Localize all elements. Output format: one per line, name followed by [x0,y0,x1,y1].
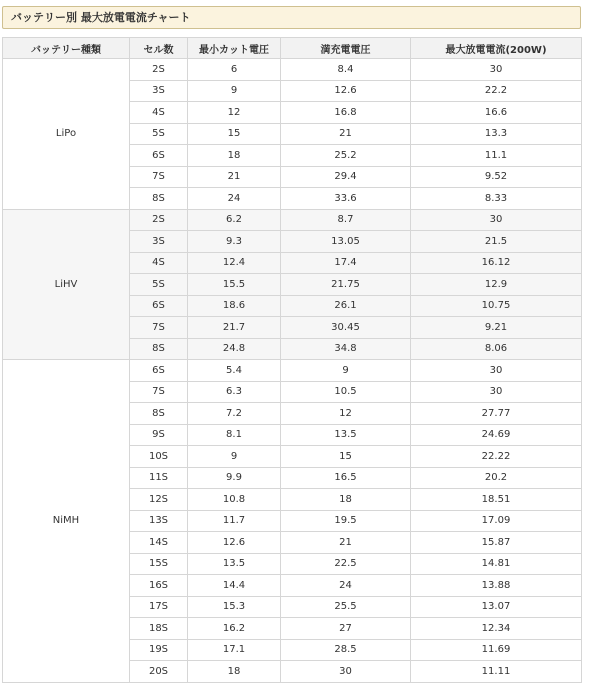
full-charge-voltage-cell: 10.5 [281,382,411,404]
cell-count-cell: 6S [130,145,188,167]
min-cutoff-voltage-cell: 10.8 [188,489,281,511]
full-charge-voltage-cell: 21 [281,124,411,146]
min-cutoff-voltage-cell: 8.1 [188,425,281,447]
min-cutoff-voltage-cell: 21.7 [188,317,281,339]
max-discharge-current-cell: 24.69 [411,425,582,447]
full-charge-voltage-cell: 33.6 [281,188,411,210]
cell-count-cell: 5S [130,124,188,146]
cell-count-cell: 7S [130,382,188,404]
header-min-cutoff-voltage: 最小カット電圧 [188,37,281,59]
min-cutoff-voltage-cell: 9 [188,446,281,468]
max-discharge-current-cell: 13.07 [411,597,582,619]
cell-count-cell: 6S [130,296,188,318]
max-discharge-current-cell: 30 [411,360,582,382]
min-cutoff-voltage-cell: 15.5 [188,274,281,296]
full-charge-voltage-cell: 13.5 [281,425,411,447]
max-discharge-current-cell: 11.11 [411,661,582,683]
cell-count-cell: 14S [130,532,188,554]
max-discharge-current-cell: 16.6 [411,102,582,124]
group-nimh [2,360,582,683]
full-charge-voltage-cell: 17.4 [281,253,411,275]
header-max-discharge-current: 最大放電電流(200W) [411,37,582,59]
table-row [2,360,582,382]
min-cutoff-voltage-cell: 14.4 [188,575,281,597]
chart-title: バッテリー別 最大放電電流チャート [2,6,581,29]
cell-count-cell: 7S [130,317,188,339]
full-charge-voltage-cell: 15 [281,446,411,468]
max-discharge-current-cell: 30 [411,59,582,81]
min-cutoff-voltage-cell: 18 [188,145,281,167]
max-discharge-current-cell: 17.09 [411,511,582,533]
min-cutoff-voltage-cell: 13.5 [188,554,281,576]
max-discharge-current-cell: 15.87 [411,532,582,554]
max-discharge-current-cell: 22.22 [411,446,582,468]
cell-count-cell: 7S [130,167,188,189]
battery-type-cell: NiMH [2,360,130,683]
min-cutoff-voltage-cell: 21 [188,167,281,189]
full-charge-voltage-cell: 24 [281,575,411,597]
min-cutoff-voltage-cell: 12.4 [188,253,281,275]
max-discharge-current-cell: 16.12 [411,253,582,275]
group-lipo [2,59,582,210]
cell-count-cell: 4S [130,102,188,124]
max-discharge-current-cell: 9.21 [411,317,582,339]
full-charge-voltage-cell: 26.1 [281,296,411,318]
full-charge-voltage-cell: 16.5 [281,468,411,490]
min-cutoff-voltage-cell: 17.1 [188,640,281,662]
group-lihv [2,210,582,361]
cell-count-cell: 8S [130,339,188,361]
max-discharge-current-cell: 30 [411,382,582,404]
min-cutoff-voltage-cell: 9 [188,81,281,103]
cell-count-cell: 15S [130,554,188,576]
min-cutoff-voltage-cell: 6 [188,59,281,81]
table-header-row [2,37,582,59]
max-discharge-current-cell: 12.34 [411,618,582,640]
min-cutoff-voltage-cell: 7.2 [188,403,281,425]
cell-count-cell: 4S [130,253,188,275]
full-charge-voltage-cell: 28.5 [281,640,411,662]
full-charge-voltage-cell: 12.6 [281,81,411,103]
full-charge-voltage-cell: 30 [281,661,411,683]
cell-count-cell: 8S [130,403,188,425]
battery-type-cell: LiPo [2,59,130,210]
full-charge-voltage-cell: 25.2 [281,145,411,167]
max-discharge-current-cell: 8.33 [411,188,582,210]
min-cutoff-voltage-cell: 11.7 [188,511,281,533]
cell-count-cell: 2S [130,59,188,81]
cell-count-cell: 17S [130,597,188,619]
table-row [2,59,582,81]
min-cutoff-voltage-cell: 16.2 [188,618,281,640]
min-cutoff-voltage-cell: 5.4 [188,360,281,382]
cell-count-cell: 10S [130,446,188,468]
max-discharge-current-cell: 13.88 [411,575,582,597]
min-cutoff-voltage-cell: 15 [188,124,281,146]
cell-count-cell: 8S [130,188,188,210]
min-cutoff-voltage-cell: 15.3 [188,597,281,619]
min-cutoff-voltage-cell: 18 [188,661,281,683]
full-charge-voltage-cell: 12 [281,403,411,425]
min-cutoff-voltage-cell: 9.9 [188,468,281,490]
cell-count-cell: 5S [130,274,188,296]
max-discharge-current-cell: 8.06 [411,339,582,361]
max-discharge-current-cell: 11.1 [411,145,582,167]
max-discharge-current-cell: 12.9 [411,274,582,296]
max-discharge-current-cell: 10.75 [411,296,582,318]
battery-type-cell: LiHV [2,210,130,361]
max-discharge-current-cell: 11.69 [411,640,582,662]
full-charge-voltage-cell: 19.5 [281,511,411,533]
min-cutoff-voltage-cell: 18.6 [188,296,281,318]
table-row [2,210,582,232]
cell-count-cell: 19S [130,640,188,662]
min-cutoff-voltage-cell: 12.6 [188,532,281,554]
full-charge-voltage-cell: 25.5 [281,597,411,619]
min-cutoff-voltage-cell: 12 [188,102,281,124]
cell-count-cell: 12S [130,489,188,511]
full-charge-voltage-cell: 21 [281,532,411,554]
cell-count-cell: 3S [130,231,188,253]
min-cutoff-voltage-cell: 24 [188,188,281,210]
full-charge-voltage-cell: 22.5 [281,554,411,576]
max-discharge-current-cell: 20.2 [411,468,582,490]
full-charge-voltage-cell: 8.4 [281,59,411,81]
max-discharge-current-cell: 30 [411,210,582,232]
max-discharge-current-cell: 18.51 [411,489,582,511]
discharge-current-table [2,37,582,683]
cell-count-cell: 13S [130,511,188,533]
min-cutoff-voltage-cell: 9.3 [188,231,281,253]
cell-count-cell: 3S [130,81,188,103]
full-charge-voltage-cell: 9 [281,360,411,382]
cell-count-cell: 16S [130,575,188,597]
max-discharge-current-cell: 13.3 [411,124,582,146]
full-charge-voltage-cell: 29.4 [281,167,411,189]
cell-count-cell: 6S [130,360,188,382]
full-charge-voltage-cell: 8.7 [281,210,411,232]
min-cutoff-voltage-cell: 24.8 [188,339,281,361]
max-discharge-current-cell: 22.2 [411,81,582,103]
min-cutoff-voltage-cell: 6.3 [188,382,281,404]
full-charge-voltage-cell: 21.75 [281,274,411,296]
min-cutoff-voltage-cell: 6.2 [188,210,281,232]
full-charge-voltage-cell: 13.05 [281,231,411,253]
cell-count-cell: 20S [130,661,188,683]
max-discharge-current-cell: 27.77 [411,403,582,425]
cell-count-cell: 2S [130,210,188,232]
full-charge-voltage-cell: 16.8 [281,102,411,124]
cell-count-cell: 11S [130,468,188,490]
full-charge-voltage-cell: 27 [281,618,411,640]
max-discharge-current-cell: 9.52 [411,167,582,189]
header-full-charge-voltage: 満充電電圧 [281,37,411,59]
cell-count-cell: 18S [130,618,188,640]
header-cell-count: セル数 [130,37,188,59]
header-battery-type: バッテリー種類 [2,37,130,59]
full-charge-voltage-cell: 34.8 [281,339,411,361]
full-charge-voltage-cell: 30.45 [281,317,411,339]
max-discharge-current-cell: 21.5 [411,231,582,253]
full-charge-voltage-cell: 18 [281,489,411,511]
cell-count-cell: 9S [130,425,188,447]
max-discharge-current-cell: 14.81 [411,554,582,576]
